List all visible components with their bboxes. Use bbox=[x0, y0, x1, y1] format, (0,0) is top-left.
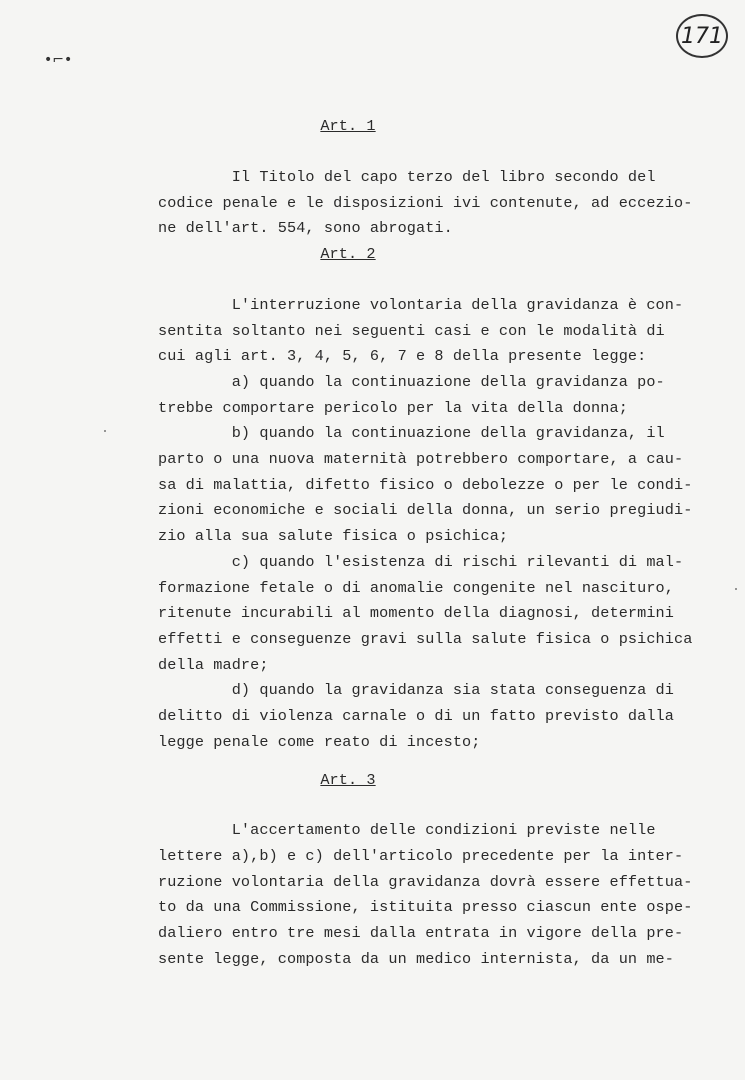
article-3-line: sente legge, composta da un medico internista, da un me- bbox=[158, 950, 674, 968]
article-2-line: sentita soltanto nei seguenti casi e con le modalità di bbox=[158, 322, 665, 340]
article-2-line: legge penale come reato di incesto; bbox=[158, 733, 481, 751]
article-2-line: effetti e conseguenze gravi sulla salute fisica o psichica bbox=[158, 630, 693, 648]
article-2-line: della madre; bbox=[158, 656, 269, 674]
corner-mark: •⌐• bbox=[44, 52, 73, 68]
article-1-line: ne dell'art. 554, sono abrogati. bbox=[158, 219, 453, 237]
article-2-heading: Art. 2 bbox=[320, 245, 376, 263]
article-2-line: trebbe comportare pericolo per la vita della donna; bbox=[158, 399, 628, 417]
article-3-line: to da una Commissione, istituita presso ciascun ente ospe- bbox=[158, 898, 693, 916]
scan-speck bbox=[104, 430, 106, 432]
article-2-line: ritenute incurabili al momento della diagnosi, determini bbox=[158, 604, 674, 622]
article-3-heading: Art. 3 bbox=[320, 771, 376, 789]
article-2-line: formazione fetale o di anomalie congenite nel nascituro, bbox=[158, 579, 674, 597]
page-number-stamp: 171 bbox=[676, 14, 728, 58]
article-2-line: b) quando la continuazione della gravidanza, il bbox=[158, 424, 665, 442]
article-1-heading: Art. 1 bbox=[320, 117, 376, 135]
article-3-line: L'accertamento delle condizioni previste nelle bbox=[158, 821, 656, 839]
article-1-line: Il Titolo del capo terzo del libro secondo del bbox=[158, 168, 656, 186]
article-3-line: lettere a),b) e c) dell'articolo precedente per la inter- bbox=[158, 847, 684, 865]
article-2-line: delitto di violenza carnale o di un fatto previsto dalla bbox=[158, 707, 674, 725]
scan-speck bbox=[735, 588, 737, 590]
article-2-line: c) quando l'esistenza di rischi rilevanti di mal- bbox=[158, 553, 684, 571]
article-2-line: d) quando la gravidanza sia stata conseguenza di bbox=[158, 681, 674, 699]
article-2-line: sa di malattia, difetto fisico o debolezze o per le condi- bbox=[158, 476, 693, 494]
article-2-line: zioni economiche e sociali della donna, un serio pregiudi- bbox=[158, 501, 693, 519]
article-3-line: daliero entro tre mesi dalla entrata in vigore della pre- bbox=[158, 924, 684, 942]
article-2-line: a) quando la continuazione della gravidanza po- bbox=[158, 373, 665, 391]
article-3-line: ruzione volontaria della gravidanza dovrà essere effettua- bbox=[158, 873, 693, 891]
article-2-line: cui agli art. 3, 4, 5, 6, 7 e 8 della presente legge: bbox=[158, 347, 647, 365]
article-1-line: codice penale e le disposizioni ivi contenute, ad eccezio- bbox=[158, 194, 693, 212]
article-2-line: L'interruzione volontaria della gravidanza è con- bbox=[158, 296, 684, 314]
article-2-line: zio alla sua salute fisica o psichica; bbox=[158, 527, 509, 545]
article-2-line: parto o una nuova maternità potrebbero comportare, a cau- bbox=[158, 450, 684, 468]
